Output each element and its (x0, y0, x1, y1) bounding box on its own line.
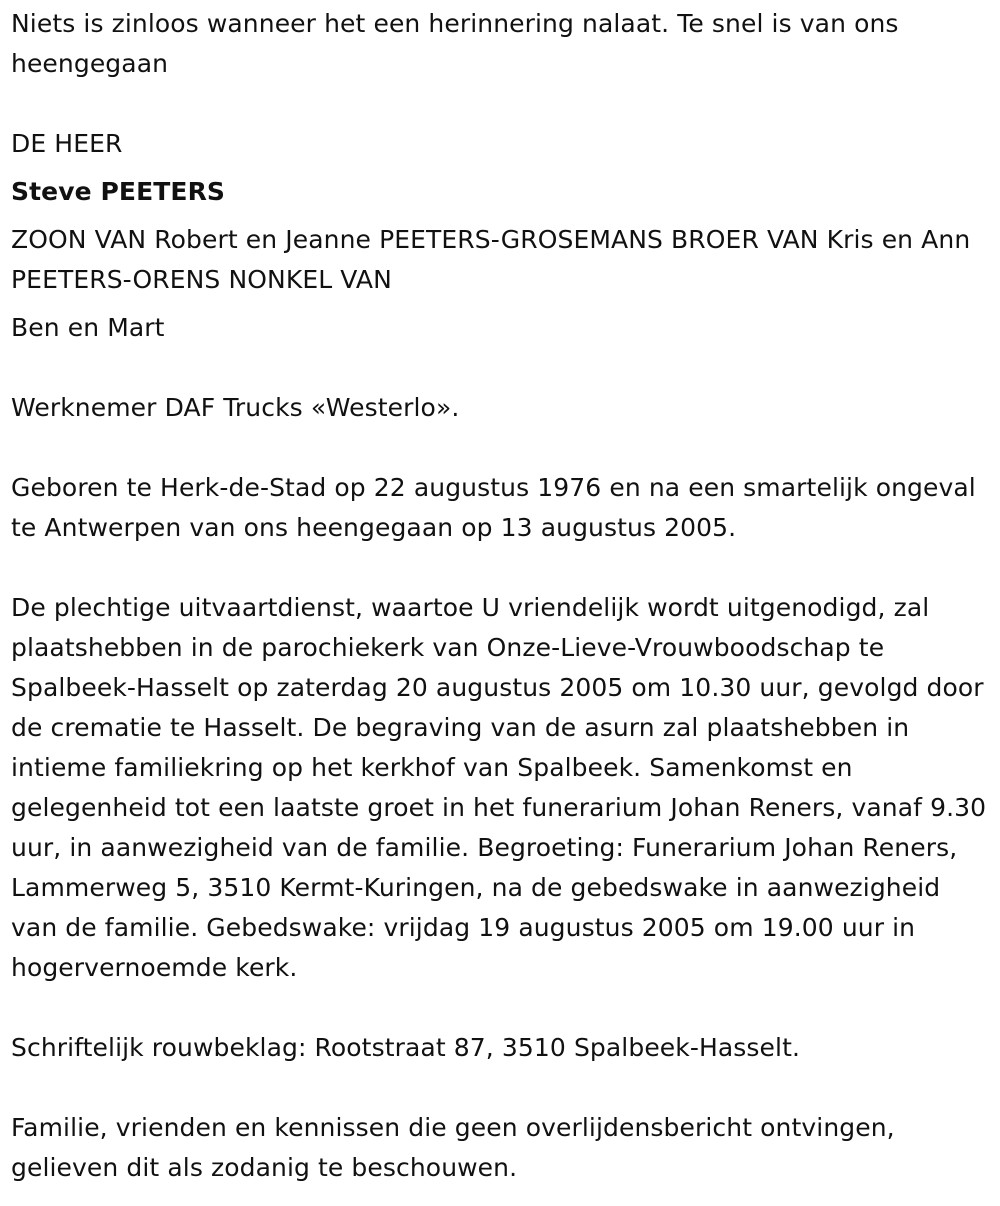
title-prefix: DE HEER (11, 129, 123, 158)
obituary-notice (11, 4, 991, 1188)
deceased-name: Steve PEETERS (11, 177, 226, 206)
closing-text: Familie, vrienden en kennissen die geen overlijdensbericht ontvingen, gelieven dit als zodanig te beschouwen. (11, 1113, 895, 1182)
intro-text: Niets is zinloos wanneer het een herinnering nalaat. Te snel is van ons heengegaan (11, 9, 899, 78)
employment-text: Werknemer DAF Trucks «Westerlo». (11, 393, 460, 422)
ceremony-text: De plechtige uitvaartdienst, waartoe U vriendelijk wordt uitgenodigd, zal plaatshebben in de parochiekerk van Onze-Lieve-Vrouwboodschap te Spalbeek-Hasselt op zaterdag 20 augustus 2005 om 10.30 uur, gevolgd door de crematie te Hasselt. De begraving van de asurn zal plaatshebben in intieme familiekring op het kerkhof van Spalbeek. Samenkomst en gelegenheid tot een laatste groet in het funerarium Johan Reners, vanaf 9.30 uur, in aanwezigheid van de familie. Begroeting: Funerarium Johan Reners, Lammerweg 5, 3510 Kermt-Kuringen, na de gebedswake in aanwezigheid van de familie. Gebedswake: vrijdag 19 augustus 2005 om 19.00 uur in hogervernoemde kerk. (11, 593, 987, 982)
nephews-text: Ben en Mart (11, 313, 165, 342)
birth-death-text: Geboren te Herk-de-Stad op 22 augustus 1976 en na een smartelijk ongeval te Antwerpen van ons heengegaan op 13 augustus 2005. (11, 473, 976, 542)
condolences-text: Schriftelijk rouwbeklag: Rootstraat 87, 3510 Spalbeek-Hasselt. (11, 1033, 801, 1062)
family-relations: ZOON VAN Robert en Jeanne PEETERS-GROSEMANS BROER VAN Kris en Ann PEETERS-ORENS NONKEL VAN (11, 225, 971, 294)
